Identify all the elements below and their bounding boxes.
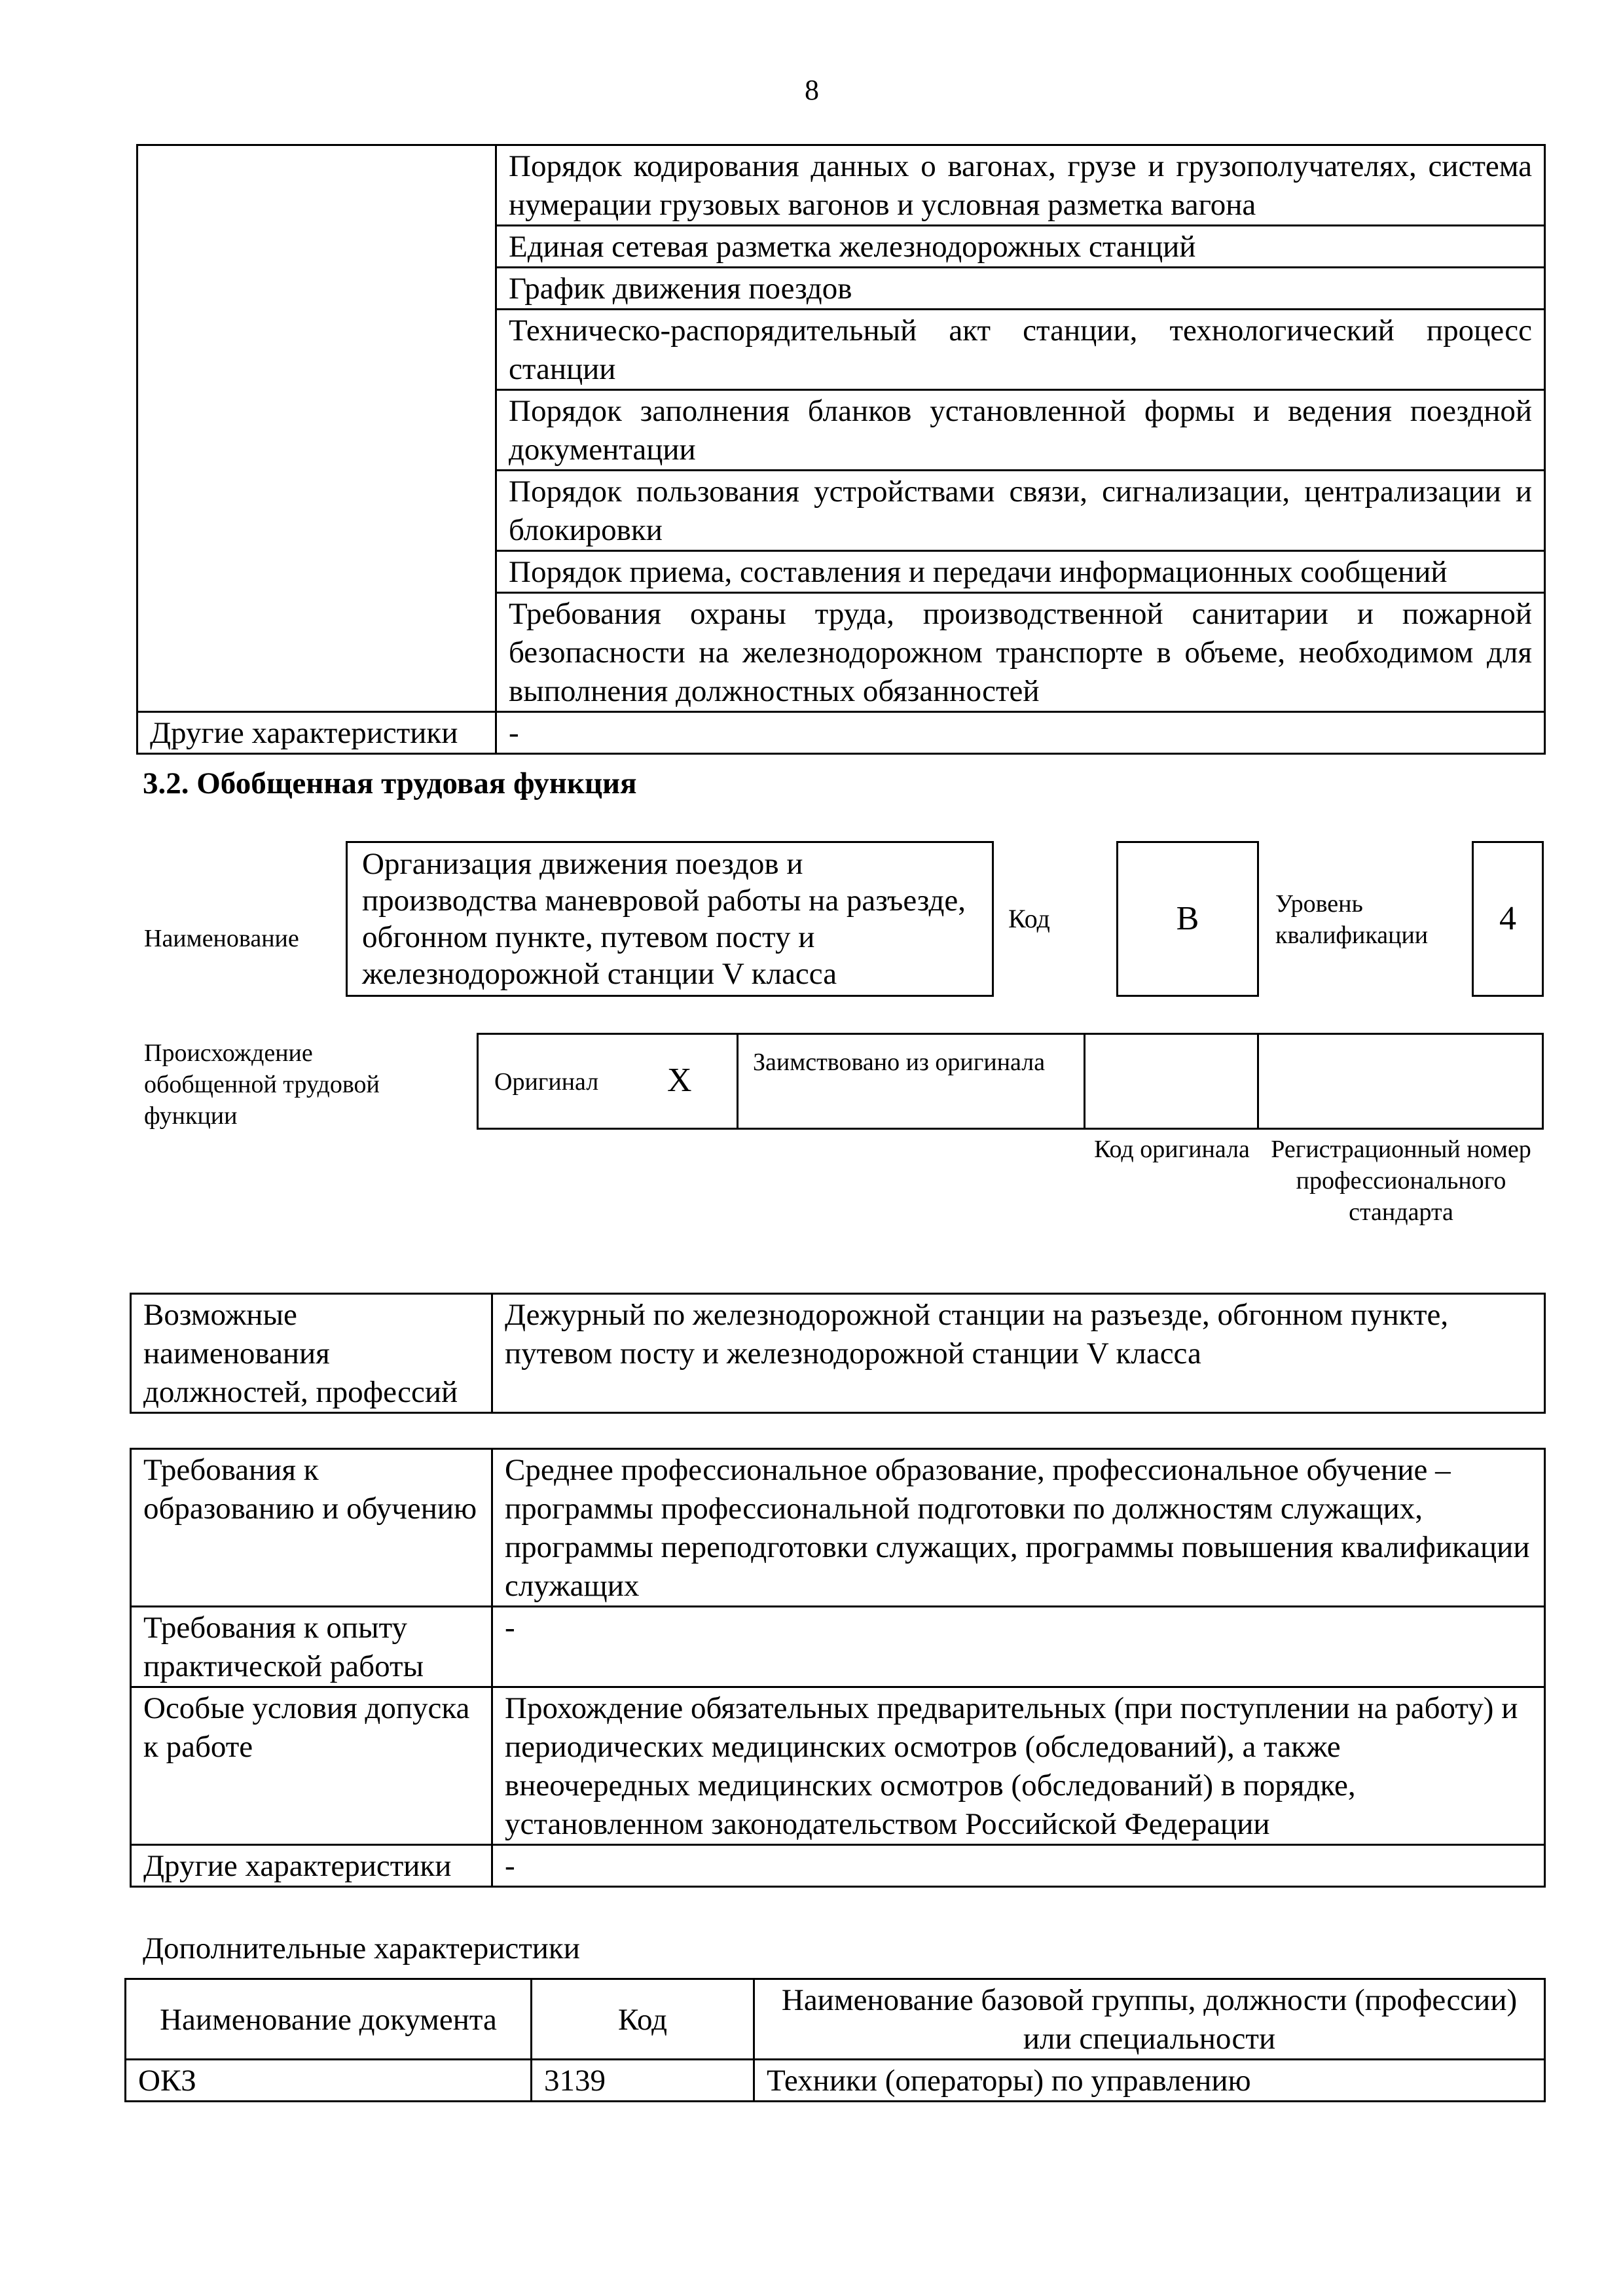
header-document: Наименование документа xyxy=(126,1979,532,2060)
table-row xyxy=(131,1449,1545,1607)
table-row xyxy=(131,1294,1545,1413)
original-mark: X xyxy=(667,1062,692,1099)
knowledge-item: Требования охраны труда, производственной санитарии и пожарной безопасности на железнодорожном транспорте в объеме, необходимом для выполнения должностных обязанностей xyxy=(496,593,1545,712)
additional-heading: Дополнительные характеристики xyxy=(143,1931,580,1965)
name-label: Наименование xyxy=(144,925,299,952)
positions-label: Возможные наименования должностей, профессий xyxy=(131,1294,492,1413)
level-value: 4 xyxy=(1472,841,1544,997)
table-row xyxy=(126,1979,1545,2060)
table-row xyxy=(131,1845,1545,1887)
code-label: Код xyxy=(1008,904,1050,933)
origin-borrowed-cell xyxy=(737,1033,1085,1130)
req-label: Требования к образованию и обучению xyxy=(131,1449,492,1607)
knowledge-item: График движения поездов xyxy=(496,268,1545,310)
other-label: Другие характеристики xyxy=(137,712,496,754)
req-label: Особые условия допуска к работе xyxy=(131,1687,492,1845)
knowledge-item: Техническо-распорядительный акт станции, технологический процесс станции xyxy=(496,310,1545,390)
knowledge-item: Порядок кодирования данных о вагонах, грузе и грузополучателях, система нумерации грузовых вагонов и условная разметка вагона xyxy=(496,145,1545,226)
knowledge-item: Единая сетевая разметка железнодорожных станций xyxy=(496,226,1545,268)
function-name-value: Организация движения поездов и производства маневровой работы на разъезде, обгонном пункте, путевом посту и железнодорожной станции V класса xyxy=(362,847,966,991)
additional-table xyxy=(124,1978,1546,2102)
origin-reg-cell xyxy=(1257,1033,1544,1130)
borrowed-label: Заимствовано из оригинала xyxy=(753,1049,1046,1076)
req-value: Прохождение обязательных предварительных (при поступлении на работу) и периодических медицинских осмотров (обследований), а также внеочередных медицинских осмотров (обследований) в порядке, установленном законодательством Российской Федерации xyxy=(492,1687,1545,1845)
cell-code: 3139 xyxy=(532,2060,754,2102)
req-value: - xyxy=(492,1845,1545,1887)
knowledge-item: Порядок пользования устройствами связи, сигнализации, централизации и блокировки xyxy=(496,471,1545,551)
knowledge-table xyxy=(136,144,1546,755)
caption-reg: Регистрационный номер профессионального стандарта xyxy=(1271,1136,1531,1226)
header-code: Код xyxy=(532,1979,754,2060)
original-label: Оригинал xyxy=(494,1068,599,1096)
table-row xyxy=(137,145,1545,226)
origin-original-cell xyxy=(477,1033,739,1130)
origin-label: Происхождение обобщенной трудовой функции xyxy=(144,1039,380,1130)
header-group: Наименование базовой группы, должности (профессии) или специальности xyxy=(754,1979,1545,2060)
caption-code: Код оригинала xyxy=(1094,1136,1250,1163)
req-label: Требования к опыту практической работы xyxy=(131,1607,492,1687)
page-number: 8 xyxy=(805,74,819,106)
positions-value: Дежурный по железнодорожной станции на разъезде, обгонном пункте, путевом посту и железнодорожной станции V класса xyxy=(492,1294,1545,1413)
table-row xyxy=(137,712,1545,754)
section-heading: 3.2. Обобщенная трудовая функция xyxy=(143,766,637,800)
table-row xyxy=(126,2060,1545,2102)
req-value: Среднее профессиональное образование, профессиональное обучение – программы профессиональной подготовки по должностям служащих, программы переподготовки служащих, программы повышения квалификации служащих xyxy=(492,1449,1545,1607)
other-value: - xyxy=(496,712,1545,754)
function-name-box xyxy=(346,841,994,997)
req-label: Другие характеристики xyxy=(131,1845,492,1887)
table-row xyxy=(131,1607,1545,1687)
req-value: - xyxy=(492,1607,1545,1687)
knowledge-item: Порядок заполнения бланков установленной формы и ведения поездной документации xyxy=(496,390,1545,471)
origin-code-cell xyxy=(1084,1033,1259,1130)
merged-label-cell xyxy=(137,145,496,712)
knowledge-item: Порядок приема, составления и передачи информационных сообщений xyxy=(496,551,1545,593)
positions-table xyxy=(130,1293,1546,1414)
table-row xyxy=(131,1687,1545,1845)
cell-group: Техники (операторы) по управлению xyxy=(754,2060,1545,2102)
cell-document: ОКЗ xyxy=(126,2060,532,2102)
code-value: B xyxy=(1116,841,1259,997)
requirements-table xyxy=(130,1448,1546,1888)
level-label: Уровень квалификации xyxy=(1275,890,1429,949)
